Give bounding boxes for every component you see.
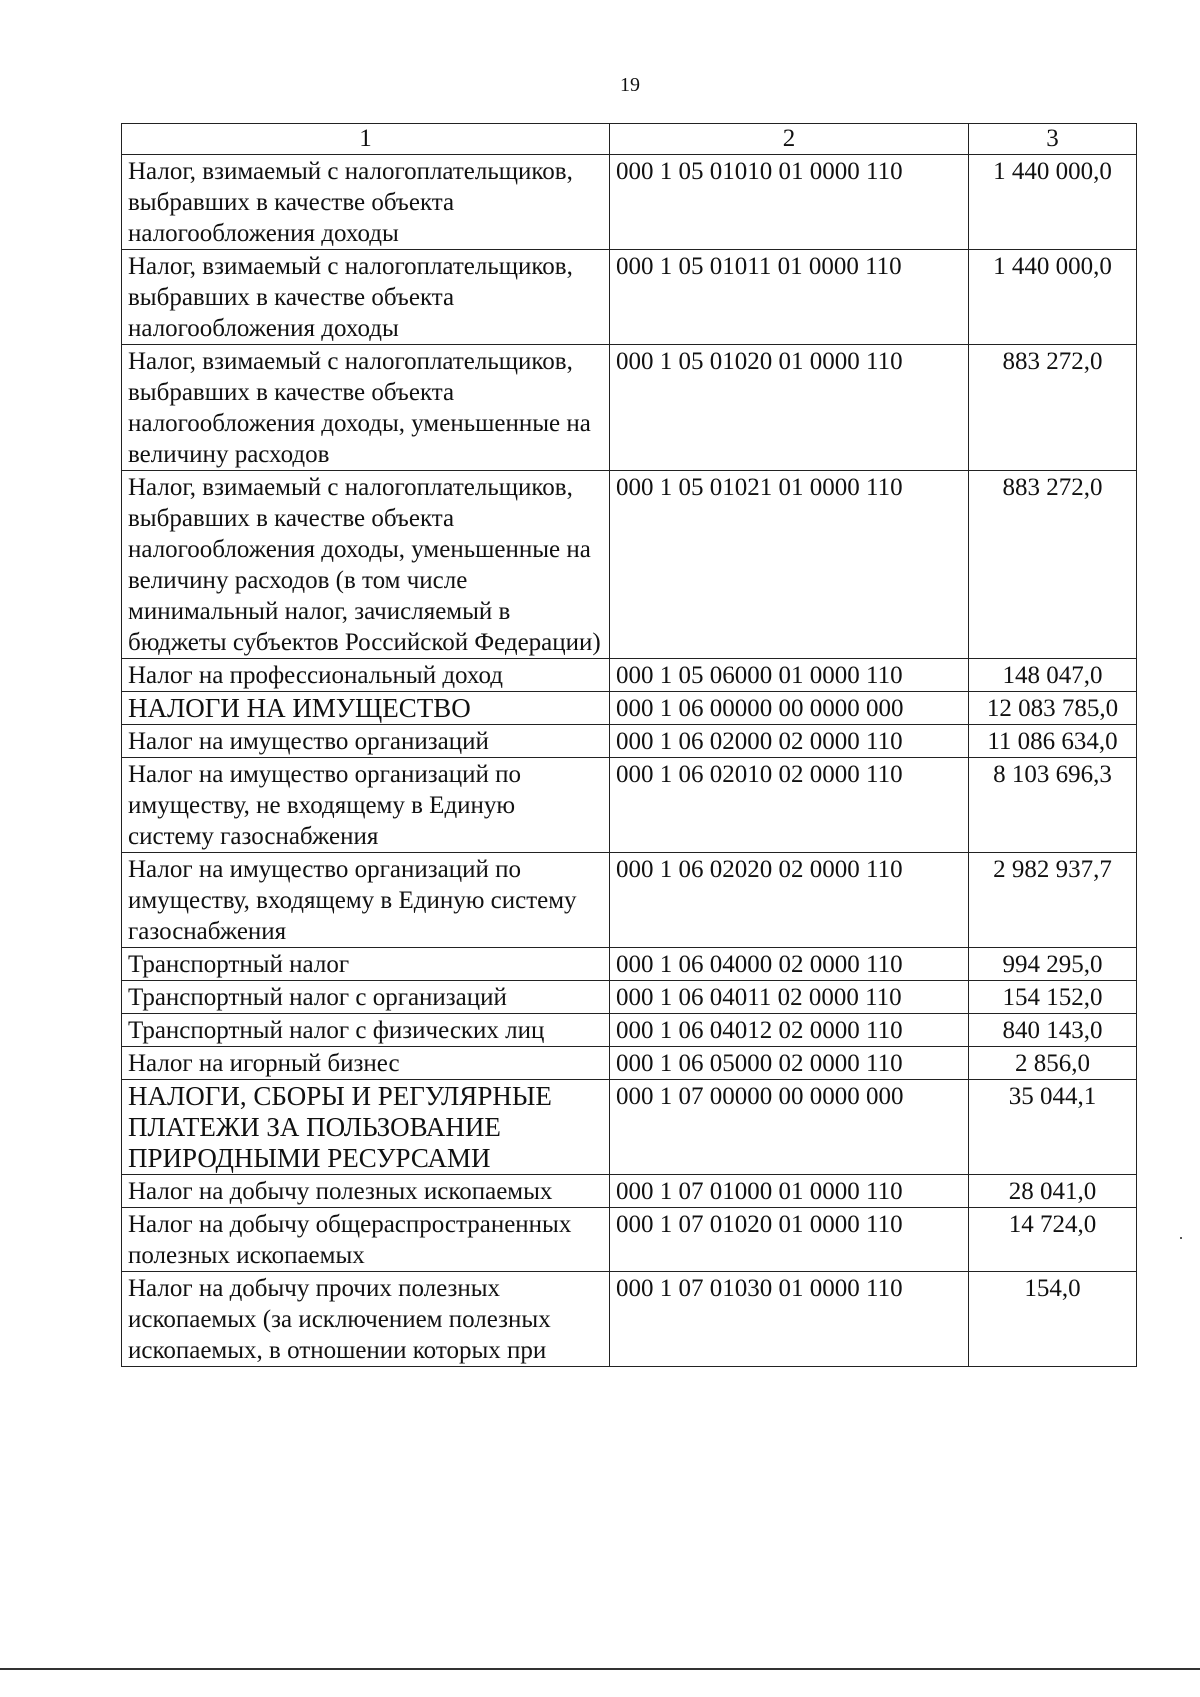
table-row [122, 758, 1137, 853]
row-name: Налог, взимаемый с налогоплательщиков, выбравших в качестве объекта налогообложения доходы [122, 250, 610, 345]
row-code: 000 1 06 04012 02 0000 110 [610, 1014, 969, 1047]
row-name: Налог на добычу полезных ископаемых [122, 1175, 610, 1208]
table-row [122, 948, 1137, 981]
row-name: НАЛОГИ НА ИМУЩЕСТВО [122, 692, 610, 725]
table-row [122, 471, 1137, 659]
row-code: 000 1 05 06000 01 0000 110 [610, 659, 969, 692]
row-amount: 12 083 785,0 [969, 692, 1137, 725]
table-row-section-heading [122, 1080, 1137, 1175]
row-amount: 1 440 000,0 [969, 155, 1137, 250]
row-name: Налог, взимаемый с налогоплательщиков, выбравших в качестве объекта налогообложения доходы [122, 155, 610, 250]
page-number: 19 [620, 74, 640, 96]
row-amount: 2 982 937,7 [969, 853, 1137, 948]
row-name: Налог на имущество организаций [122, 725, 610, 758]
row-name: Транспортный налог с физических лиц [122, 1014, 610, 1047]
row-code: 000 1 06 00000 00 0000 000 [610, 692, 969, 725]
row-amount: 1 440 000,0 [969, 250, 1137, 345]
table-row [122, 1208, 1137, 1272]
table-row [122, 1047, 1137, 1080]
table-row [122, 1014, 1137, 1047]
row-name: Транспортный налог с организаций [122, 981, 610, 1014]
row-amount: 148 047,0 [969, 659, 1137, 692]
row-code: 000 1 06 04000 02 0000 110 [610, 948, 969, 981]
row-name: Налог, взимаемый с налогоплательщиков, выбравших в качестве объекта налогообложения доходы, уменьшенные на величину расходов (в том числе минимальный налог, зачисляемый в бюджеты субъектов Российской Федерации) [122, 471, 610, 659]
row-code: 000 1 06 05000 02 0000 110 [610, 1047, 969, 1080]
row-name: Налог на добычу общераспространенных полезных ископаемых [122, 1208, 610, 1272]
row-amount: 35 044,1 [969, 1080, 1137, 1175]
table-row-section-heading [122, 692, 1137, 725]
row-name: Налог, взимаемый с налогоплательщиков, выбравших в качестве объекта налогообложения доходы, уменьшенные на величину расходов [122, 345, 610, 471]
row-code: 000 1 06 04011 02 0000 110 [610, 981, 969, 1014]
row-amount: 840 143,0 [969, 1014, 1137, 1047]
row-amount: 994 295,0 [969, 948, 1137, 981]
row-amount: 154 152,0 [969, 981, 1137, 1014]
row-code: 000 1 05 01021 01 0000 110 [610, 471, 969, 659]
table-row [122, 659, 1137, 692]
table-row [122, 981, 1137, 1014]
scan-speck [1180, 1237, 1182, 1239]
row-amount: 883 272,0 [969, 345, 1137, 471]
row-code: 000 1 07 00000 00 0000 000 [610, 1080, 969, 1175]
row-amount: 8 103 696,3 [969, 758, 1137, 853]
column-header-1: 1 [122, 124, 610, 155]
table-row [122, 345, 1137, 471]
row-name: Налог на игорный бизнес [122, 1047, 610, 1080]
row-code: 000 1 06 02010 02 0000 110 [610, 758, 969, 853]
row-name: Налог на добычу прочих полезных ископаемых (за исключением полезных ископаемых, в отношении которых при [122, 1272, 610, 1367]
row-name: Транспортный налог [122, 948, 610, 981]
row-code: 000 1 07 01000 01 0000 110 [610, 1175, 969, 1208]
table-row [122, 725, 1137, 758]
column-header-row [122, 124, 1137, 155]
row-amount: 154,0 [969, 1272, 1137, 1367]
table-row [122, 853, 1137, 948]
table-row [122, 1272, 1137, 1367]
row-code: 000 1 05 01010 01 0000 110 [610, 155, 969, 250]
column-header-2: 2 [610, 124, 969, 155]
budget-table [121, 123, 1137, 1367]
row-amount: 883 272,0 [969, 471, 1137, 659]
row-name: НАЛОГИ, СБОРЫ И РЕГУЛЯРНЫЕ ПЛАТЕЖИ ЗА ПОЛЬЗОВАНИЕ ПРИРОДНЫМИ РЕСУРСАМИ [122, 1080, 610, 1175]
row-amount: 28 041,0 [969, 1175, 1137, 1208]
row-code: 000 1 06 02000 02 0000 110 [610, 725, 969, 758]
row-code: 000 1 07 01030 01 0000 110 [610, 1272, 969, 1367]
row-code: 000 1 06 02020 02 0000 110 [610, 853, 969, 948]
row-name: Налог на имущество организаций по имуществу, входящему в Единую систему газоснабжения [122, 853, 610, 948]
page-bottom-rule [0, 1668, 1200, 1670]
row-amount: 11 086 634,0 [969, 725, 1137, 758]
row-code: 000 1 05 01011 01 0000 110 [610, 250, 969, 345]
row-amount: 14 724,0 [969, 1208, 1137, 1272]
row-code: 000 1 07 01020 01 0000 110 [610, 1208, 969, 1272]
row-name: Налог на профессиональный доход [122, 659, 610, 692]
row-code: 000 1 05 01020 01 0000 110 [610, 345, 969, 471]
row-amount: 2 856,0 [969, 1047, 1137, 1080]
table-row [122, 1175, 1137, 1208]
row-name: Налог на имущество организаций по имуществу, не входящему в Единую систему газоснабжения [122, 758, 610, 853]
table-row [122, 250, 1137, 345]
table-row [122, 155, 1137, 250]
column-header-3: 3 [969, 124, 1137, 155]
